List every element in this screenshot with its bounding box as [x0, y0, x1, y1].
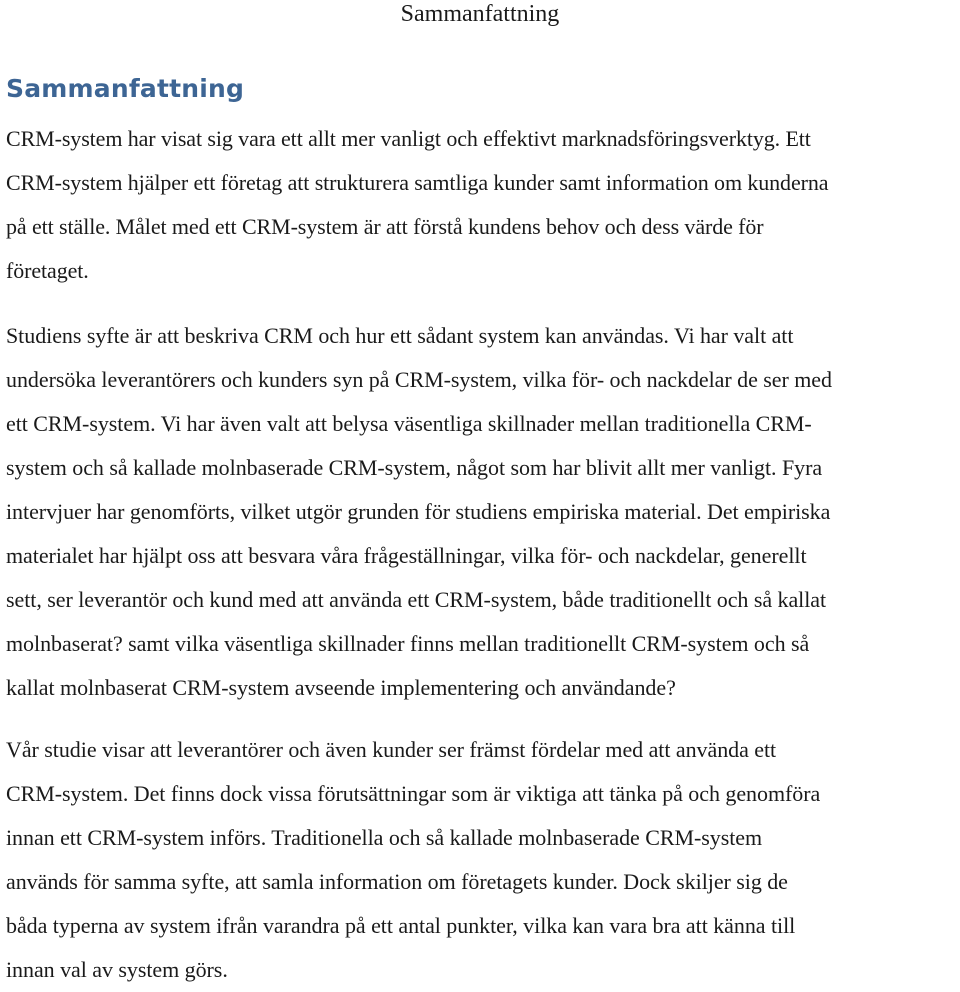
- paragraph-purpose: Studiens syfte är att beskriva CRM och hur ett sådant system kan användas. Vi har valt att undersöka leverantörers och kunders syn på CRM-system, vilka för- och nackdelar de ser med ett CRM-system. Vi har även valt att belysa väsentliga skillnader mellan traditionella CRM- system och så kallade molnbaserade CRM-system, något som har blivit allt mer vanligt. Fyra intervjuer har genomförts, vilket utgör grunden för studiens empiriska material. Det empiriska materialet har hjälpt oss att besvara våra frågeställningar, vilka för- och nackdelar, generellt sett, ser leverantör och kund med att använda ett CRM-system, både traditionellt och så kallat molnbaserat? samt vilka väsentliga skillnader finns mellan traditionellt CRM-system och så kallat molnbaserat CRM-system avseende implementering och användande?: [6, 323, 832, 700]
- paragraph-conclusion: Vår studie visar att leverantörer och även kunder ser främst fördelar med att använda ett CRM-system. Det finns dock vissa förutsättningar som är viktiga att tänka på och genomföra innan ett CRM-system införs. Traditionella och så kallade molnbaserade CRM-system används för samma syfte, att samla information om företagets kunder. Dock skiljer sig de båda typerna av system ifrån varandra på ett antal punkter, vilka kan vara bra att känna till innan val av system görs.: [6, 737, 821, 982]
- running-header: Sammanfattning: [400, 1, 560, 27]
- section-heading: Sammanfattning: [6, 74, 245, 103]
- paragraph-intro: CRM-system har visat sig vara ett allt mer vanligt och effektivt marknadsföringsverktyg. Ett CRM-system hjälper ett företag att strukturera samtliga kunder samt information om kunderna på ett ställe. Målet med ett CRM-system är att förstå kundens behov och dess värde för företaget.: [6, 126, 829, 283]
